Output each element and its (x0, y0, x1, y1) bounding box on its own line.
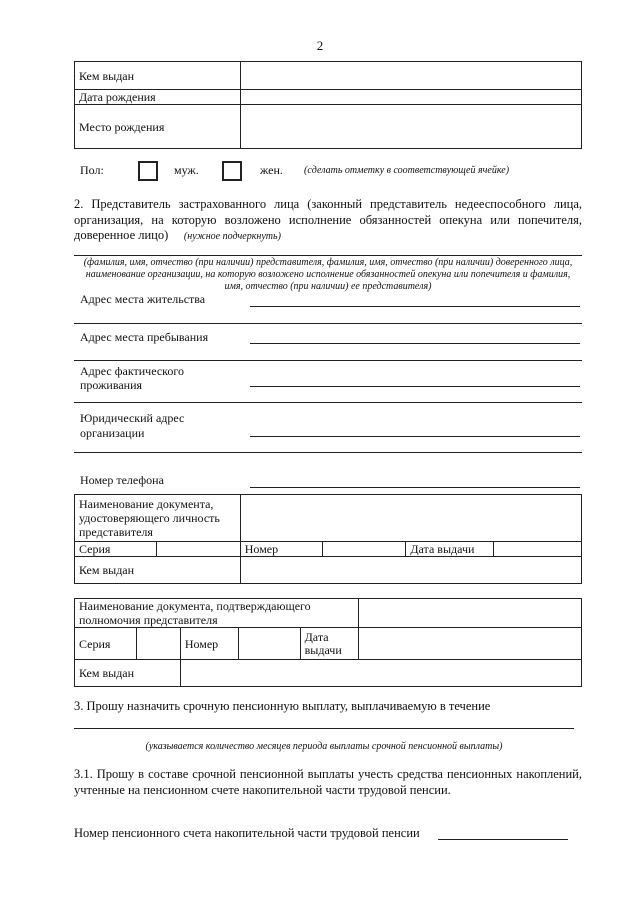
authority-series-label: Серия (75, 628, 137, 660)
residence-address-label: Адрес места жительства (80, 292, 206, 306)
pension-account-label: Номер пенсионного счета накопительной части трудовой пенсии (74, 826, 420, 840)
legal-address-label-2: организации (80, 426, 145, 440)
identity-table (74, 61, 582, 149)
female-label: жен. (260, 163, 283, 177)
id-doc-name-line-3: представителя (79, 525, 153, 539)
authority-date-line-1: Дата (304, 629, 329, 644)
gender-label: Пол: (80, 163, 104, 177)
stay-address-label: Адрес места пребывания (80, 330, 209, 344)
phone-line[interactable] (250, 487, 580, 488)
residence-address-line[interactable] (250, 306, 580, 307)
authority-date-line-2: выдачи (304, 642, 342, 657)
section-2-hint: (нужное подчеркнуть) (183, 231, 281, 242)
actual-address-label-2: проживания (80, 378, 143, 392)
authority-series-field[interactable] (136, 628, 180, 660)
id-doc-name-line-1: Наименование документа, (79, 497, 214, 511)
legal-address-label-1: Юридический адрес (80, 411, 185, 425)
section-3-1-text: 3.1. Прошу в составе срочной пенсионной выплаты учесть средства пенсионных накоплений, учтенные на пенсионном счете накопительной части трудовой пенсии. (74, 767, 582, 797)
id-number-label: Номер (240, 542, 322, 557)
representative-name-line[interactable] (74, 255, 582, 256)
male-checkbox[interactable] (138, 161, 158, 181)
id-issued-by-field[interactable] (240, 557, 581, 584)
id-doc-name-field[interactable] (240, 495, 581, 542)
authority-date-label (300, 628, 358, 660)
phone-label: Номер телефона (80, 473, 164, 487)
actual-address-label-1: Адрес фактического (80, 364, 184, 378)
authority-issued-by-field[interactable] (180, 660, 581, 687)
legal-address-line[interactable] (250, 436, 580, 437)
birth-place-field[interactable] (240, 105, 581, 149)
birth-date-field[interactable] (240, 90, 581, 105)
id-number-field[interactable] (322, 542, 406, 557)
gender-hint: (сделать отметку в соответствующей ячейке) (304, 165, 510, 176)
male-label: муж. (174, 163, 199, 177)
id-issued-by-label: Кем выдан (75, 557, 241, 584)
stay-address-line[interactable] (250, 343, 580, 344)
authority-number-label: Номер (180, 628, 238, 660)
section-3-text: 3. Прошу назначить срочную пенсионную выплату, выплачиваемую в течение (74, 699, 491, 713)
months-count-line[interactable] (74, 728, 574, 729)
id-doc-name-label (75, 495, 241, 542)
actual-address-line-2[interactable] (74, 402, 582, 403)
authority-doc-name-label (75, 599, 359, 628)
section-2-heading: 2. Представитель застрахованного лица (законный представитель недееспособного лица, организация, на которую возложено исполнение обязанностей опекуна или попечителя, доверенное лицо) (74, 197, 582, 242)
authority-doc-name-line-2: полномочия представителя (79, 613, 218, 627)
issued-by-field[interactable] (240, 62, 581, 90)
id-issue-date-field[interactable] (494, 542, 582, 557)
birth-date-label: Дата рождения (75, 90, 241, 105)
id-doc-name-line-2: удостоверяющего личность (79, 511, 220, 525)
female-checkbox[interactable] (222, 161, 242, 181)
id-series-label: Серия (75, 542, 157, 557)
authority-document-table (74, 598, 582, 687)
section-2-text (74, 197, 582, 245)
issued-by-label: Кем выдан (75, 62, 241, 90)
birth-place-label: Место рождения (75, 105, 241, 149)
id-issue-date-label: Дата выдачи (406, 542, 494, 557)
stay-address-line-2[interactable] (74, 360, 582, 361)
authority-doc-name-field[interactable] (358, 599, 581, 628)
representative-name-note: (фамилия, имя, отчество (при наличии) представителя, фамилия, имя, отчество (при наличии) доверенного лица, наименование организации, на которую возложено исполнение обязанностей опекуна или попечителя и фамилия, имя, отчество (при наличии) ее представителя) (83, 257, 573, 292)
actual-address-line[interactable] (250, 386, 580, 387)
pension-account-line[interactable] (438, 839, 568, 840)
authority-date-field[interactable] (358, 628, 581, 660)
authority-issued-by-label: Кем выдан (75, 660, 181, 687)
section-3-hint: (указывается количество месяцев периода выплаты срочной пенсионной выплаты) (145, 741, 503, 752)
id-series-field[interactable] (156, 542, 240, 557)
residence-address-line-2[interactable] (74, 323, 582, 324)
authority-number-field[interactable] (238, 628, 300, 660)
id-document-table (74, 494, 582, 584)
page-number: 2 (316, 38, 324, 53)
authority-doc-name-line-1: Наименование документа, подтверждающего (79, 599, 311, 613)
legal-address-line-2[interactable] (74, 452, 582, 453)
